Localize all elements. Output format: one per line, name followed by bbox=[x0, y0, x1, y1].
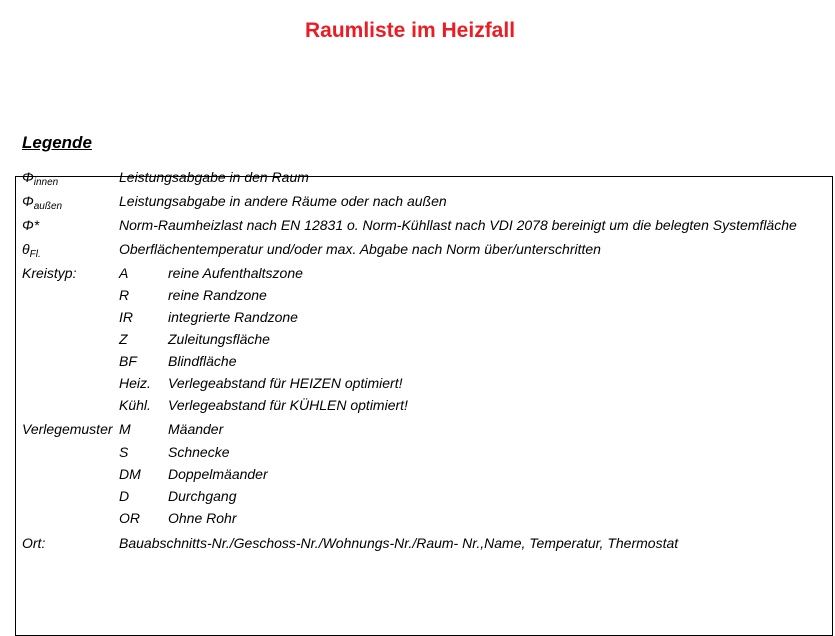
legend-heading: Legende bbox=[22, 133, 92, 152]
ort-label: Ort: bbox=[22, 535, 46, 551]
kreistyp-code: A bbox=[119, 265, 129, 281]
ort-desc: Bauabschnitts-Nr./Geschoss-Nr./Wohnungs-Nr./Raum- Nr.,Name, Temperatur, Thermostat bbox=[119, 535, 679, 551]
symbol-phi-innen-desc: Leistungsabgabe in den Raum bbox=[119, 169, 309, 185]
kreistyp-code: BF bbox=[119, 353, 137, 369]
kreistyp-code: Kühl. bbox=[119, 397, 151, 413]
verlegemuster-code: S bbox=[119, 444, 129, 460]
symbol-phi-star: Φ* bbox=[22, 217, 40, 233]
page-title: Raumliste im Heizfall bbox=[304, 19, 516, 42]
kreistyp-desc: reine Randzone bbox=[168, 287, 267, 303]
verlegemuster-code: DM bbox=[119, 466, 141, 482]
kreistyp-desc: Zuleitungsfläche bbox=[168, 331, 270, 347]
symbol-theta-fl-desc: Oberflächentemperatur und/oder max. Abgabe nach Norm über/unterschritten bbox=[119, 241, 601, 257]
symbol-phi-innen: $\Phi_{innen}$ bbox=[22, 169, 59, 188]
verlegemuster-code: OR bbox=[119, 510, 140, 526]
symbol-phi-star-desc: Norm-Raumheizlast nach EN 12831 o. Norm-Kühllast nach VDI 2078 bereinigt um die belegten Systemfläche bbox=[119, 217, 797, 233]
verlegemuster-desc: Durchgang bbox=[168, 488, 237, 504]
kreistyp-code: Z bbox=[119, 331, 128, 347]
verlegemuster-code: M bbox=[119, 421, 131, 437]
verlegemuster-desc: Mäander bbox=[168, 421, 224, 437]
kreistyp-label: Kreistyp: bbox=[22, 265, 77, 281]
kreistyp-desc: Blindfläche bbox=[168, 353, 237, 369]
kreistyp-desc: reine Aufenthaltszone bbox=[168, 265, 303, 281]
symbol-theta-fl: $\theta_{Fl.}$ bbox=[22, 241, 41, 260]
kreistyp-desc: integrierte Randzone bbox=[168, 309, 298, 325]
kreistyp-code: R bbox=[119, 287, 130, 303]
kreistyp-desc: Verlegeabstand für HEIZEN optimiert! bbox=[168, 375, 403, 391]
kreistyp-code: IR bbox=[119, 309, 133, 325]
verlegemuster-desc: Ohne Rohr bbox=[168, 510, 237, 526]
kreistyp-code: Heiz. bbox=[119, 375, 151, 391]
kreistyp-desc: Verlegeabstand für KÜHLEN optimiert! bbox=[168, 397, 408, 413]
verlegemuster-desc: Doppelmäander bbox=[168, 466, 268, 482]
verlegemuster-code: D bbox=[119, 488, 130, 504]
symbol-phi-aussen: $\Phi_{außen}$ bbox=[22, 193, 63, 212]
verlegemuster-desc: Schnecke bbox=[168, 444, 230, 460]
verlegemuster-label: Verlegemuster bbox=[22, 421, 113, 437]
symbol-phi-aussen-desc: Leistungsabgabe in andere Räume oder nach außen bbox=[119, 193, 447, 209]
